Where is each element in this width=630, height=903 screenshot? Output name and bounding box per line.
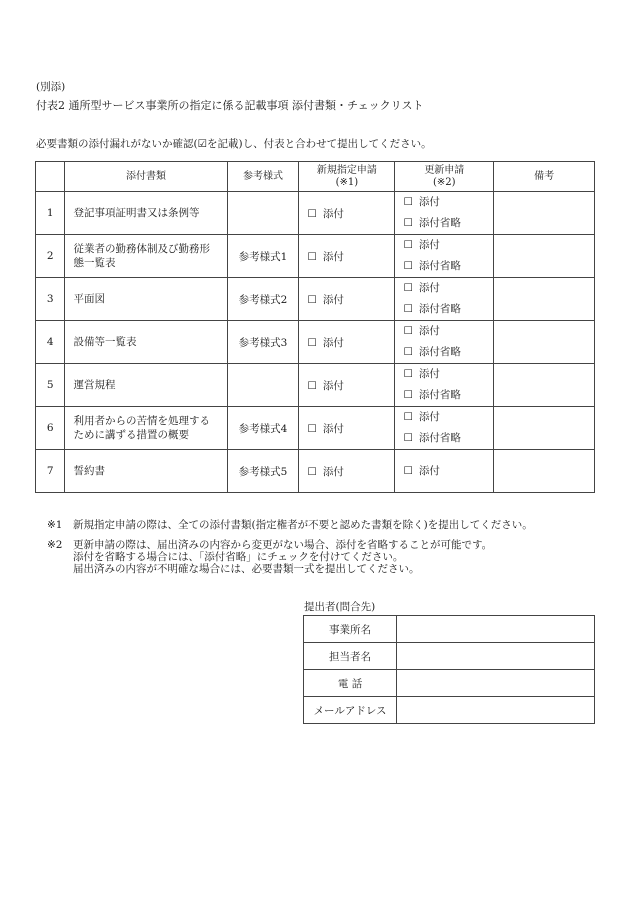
checkbox-icon[interactable]: ☐ [403,196,413,208]
new-attach-label: 添付 [322,422,344,435]
update-attach-label: 添付 [418,196,440,208]
table-row [36,321,595,364]
remarks-cell[interactable] [494,450,595,493]
checkbox-icon[interactable]: ☐ [307,293,317,306]
doc-name-cell [65,450,227,493]
note-1-mark: ※1 [47,519,63,531]
table-row [36,450,595,493]
update-omit-option[interactable] [403,256,493,277]
doc-line1: 運営規程 [73,379,116,391]
submitter-label: 事業所名 [304,616,397,643]
header-upd [395,162,494,192]
new-attach-label: 添付 [322,250,344,263]
header-no [36,162,65,192]
submitter-label: メールアドレス [304,697,397,724]
update-application-cell [395,321,494,364]
update-attach-option[interactable] [403,192,493,213]
note-1 [47,519,533,531]
note-2 [47,539,492,575]
doc-name-cell [65,192,227,235]
header-upd-line1: 更新申請 [424,164,465,176]
update-omit-label: 添付省略 [418,260,461,272]
header-doc: 添付書類 [65,162,227,192]
update-application-cell [395,278,494,321]
submitter-row [304,697,595,724]
submitter-value-field[interactable] [397,643,595,670]
new-attach-label: 添付 [322,336,344,349]
table-row [36,235,595,278]
submitter-title: 提出者(問合先) [304,601,376,613]
update-attach-option[interactable] [403,407,493,428]
doc-line1: 平面図 [73,293,105,305]
checkbox-icon[interactable]: ☐ [403,260,413,272]
update-application-cell [395,235,494,278]
doc-line1: 利用者からの苦情を処理する [73,415,210,427]
update-attach-label: 添付 [418,368,440,380]
checkbox-icon[interactable]: ☐ [403,368,413,380]
submitter-value-field[interactable] [397,616,595,643]
submitter-value-field[interactable] [397,670,595,697]
doc-line1: 設備等一覧表 [73,336,137,348]
remarks-cell[interactable] [494,321,595,364]
update-attach-option[interactable] [403,278,493,299]
document-title: 付表2 通所型サービス事業所の指定に係る記載事項 添付書類・チェックリスト [36,99,424,112]
update-omit-option[interactable] [403,299,493,320]
update-omit-label: 添付省略 [418,389,461,401]
checkbox-icon[interactable]: ☐ [403,239,413,251]
doc-name-cell [65,321,227,364]
ref-form-cell [227,364,299,407]
remarks-cell[interactable] [494,364,595,407]
submitter-body [304,616,595,724]
update-omit-option[interactable] [403,428,493,449]
new-application-cell[interactable] [299,278,395,321]
submitter-row [304,670,595,697]
doc-name-cell [65,235,227,278]
doc-name-cell [65,278,227,321]
checkbox-icon[interactable]: ☐ [403,282,413,294]
ref-form-cell: 参考様式2 [227,278,299,321]
checkbox-icon[interactable]: ☐ [403,464,413,477]
remarks-cell[interactable] [494,278,595,321]
update-application-cell [395,192,494,235]
update-omit-label: 添付省略 [418,217,461,229]
ref-form-cell [227,192,299,235]
ref-form-cell: 参考様式5 [227,450,299,493]
update-omit-option[interactable] [403,213,493,234]
row-number: 4 [36,321,65,364]
header-new [299,162,395,192]
doc-line1: 誓約書 [73,465,105,477]
remarks-cell[interactable] [494,192,595,235]
new-application-cell[interactable] [299,364,395,407]
doc-name-cell [65,407,227,450]
update-application-cell [395,450,494,493]
update-attach-label: 添付 [418,282,440,294]
table-row [36,192,595,235]
table-body [36,192,595,493]
doc-line1: 従業者の勤務体制及び勤務形 [73,243,210,255]
header-remarks: 備考 [494,162,595,192]
header-ref: 参考様式 [227,162,299,192]
row-number: 2 [36,235,65,278]
checkbox-icon[interactable]: ☐ [403,432,413,444]
submitter-row [304,616,595,643]
row-number: 3 [36,278,65,321]
update-omit-option[interactable] [403,342,493,363]
header-upd-line2: (※2) [433,176,456,188]
note-1-text: 新規指定申請の際は、全ての添付書類(指定権者が不要と認めた書類を除く)を提出してください。 [73,519,533,531]
note-2-line2: 添付を省略する場合には、「添付省略」にチェックを付けてください。 [73,551,404,563]
update-attach-option[interactable] [403,461,493,482]
update-omit-label: 添付省略 [418,432,461,444]
update-attach-label: 添付 [418,464,440,477]
doc-line2: 態一覧表 [73,257,116,269]
new-application-cell[interactable] [299,192,395,235]
new-attach-label: 添付 [322,207,344,220]
submitter-table [303,615,595,724]
checkbox-icon[interactable]: ☐ [307,379,317,392]
remarks-cell[interactable] [494,235,595,278]
note-2-line1: 更新申請の際は、届出済みの内容から変更がない場合、添付を省略することが可能です。 [73,539,493,551]
table-row [36,278,595,321]
checkbox-icon[interactable]: ☐ [307,422,317,435]
checkbox-icon[interactable]: ☐ [403,303,413,315]
row-number: 5 [36,364,65,407]
update-attach-label: 添付 [418,239,440,251]
row-number: 6 [36,407,65,450]
checkbox-icon[interactable]: ☐ [307,336,317,349]
update-application-cell [395,407,494,450]
update-omit-label: 添付省略 [418,303,461,315]
submitter-row [304,643,595,670]
update-attach-option[interactable] [403,235,493,256]
checkbox-icon[interactable]: ☐ [403,346,413,358]
update-attach-option[interactable] [403,364,493,385]
row-number: 7 [36,450,65,493]
submitter-label: 電 話 [304,670,397,697]
new-application-cell[interactable] [299,407,395,450]
update-application-cell [395,364,494,407]
update-attach-option[interactable] [403,321,493,342]
checklist-table [35,161,595,493]
ref-form-cell: 参考様式3 [227,321,299,364]
doc-line1: 登記事項証明書又は条例等 [73,207,200,219]
update-omit-option[interactable] [403,385,493,406]
checkbox-icon[interactable]: ☐ [307,207,317,220]
checkbox-icon[interactable]: ☐ [307,465,317,478]
submitter-label: 担当者名 [304,643,397,670]
new-attach-label: 添付 [322,379,344,392]
table-header-row [36,162,595,192]
doc-line2: ために講ずる措置の概要 [73,429,189,441]
note-2-mark: ※2 [47,539,63,551]
doc-name-cell [65,364,227,407]
new-attach-label: 添付 [322,293,344,306]
ref-form-cell: 参考様式1 [227,235,299,278]
table-row [36,407,595,450]
update-omit-label: 添付省略 [418,346,461,358]
update-attach-label: 添付 [418,411,440,423]
update-attach-label: 添付 [418,325,440,337]
checkbox-icon[interactable]: ☐ [403,389,413,401]
note-2-line3: 届出済みの内容が不明確な場合には、必要書類一式を提出してください。 [73,563,420,575]
header-new-line1: 新規指定申請 [316,164,377,176]
appendix-label: (別添) [36,81,66,93]
row-number: 1 [36,192,65,235]
new-application-cell[interactable] [299,450,395,493]
checkbox-icon[interactable]: ☐ [403,325,413,337]
new-application-cell[interactable] [299,235,395,278]
new-application-cell[interactable] [299,321,395,364]
header-new-line2: (※1) [335,176,359,188]
checkbox-icon[interactable]: ☐ [403,217,413,229]
submitter-value-field[interactable] [397,697,595,724]
checkbox-icon[interactable]: ☐ [403,411,413,423]
remarks-cell[interactable] [494,407,595,450]
new-attach-label: 添付 [322,465,344,478]
checkbox-icon[interactable]: ☐ [307,250,317,263]
instruction-text: 必要書類の添付漏れがないか確認(☑を記載)し、付表と合わせて提出してください。 [36,138,432,150]
ref-form-cell: 参考様式4 [227,407,299,450]
table-row [36,364,595,407]
